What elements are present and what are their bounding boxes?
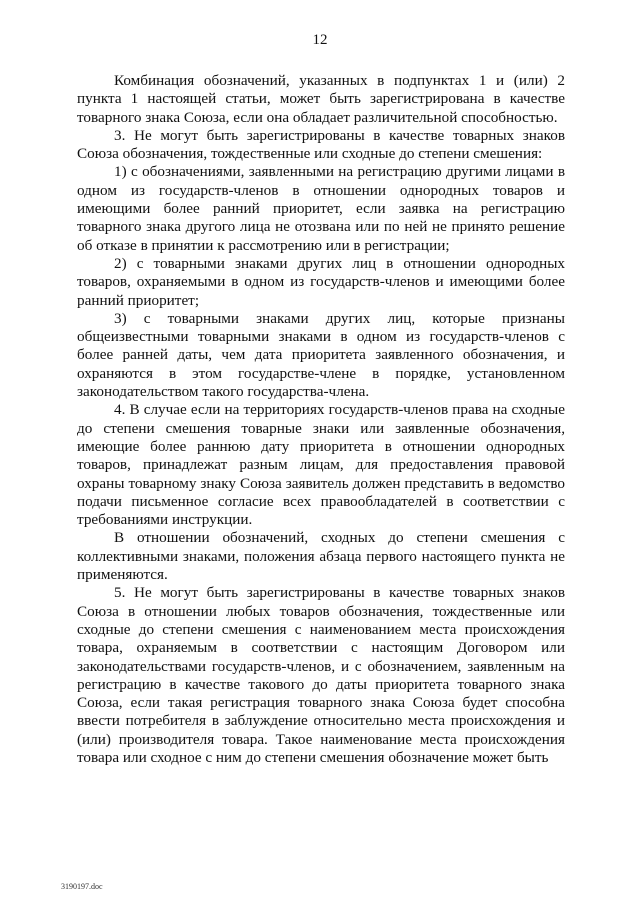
page-number: 12	[312, 32, 328, 48]
paragraph-3-item-1: 1) с обозначениями, заявленными на регистрацию другими лицами в одном из государств-членов в отношении однородных товаров и имеющими более ранний приоритет, если заявка на регистрацию товарного знака другого лица не отозвана или по ней не принято решение об отказе в принятии к рассмотрению или в регистрации;	[77, 163, 565, 254]
paragraph-combination: Комбинация обозначений, указанных в подпунктах 1 и (или) 2 пункта 1 настоящей статьи, может быть зарегистрирована в качестве товарного знака Союза, если она обладает различительной способностью.	[77, 72, 565, 126]
footer-filename: 3190197.doc	[61, 882, 103, 891]
paragraph-3-item-3: 3) с товарными знаками других лиц, которые признаны общеизвестными товарными знаками в одном из государств-членов с более ранней даты, чем дата приоритета заявленного обозначения, и охраняются в этом государстве-члене в порядке, установленном законодательством такого государства-члена.	[77, 309, 565, 401]
paragraph-5: 5. Не могут быть зарегистрированы в качестве товарных знаков Союза в отношении любых товаров обозначения, тождественные или сходные до степени смешения с наименованием места происхождения товара, охраняемым в соответствии с настоящим Договором или законодательствами государств-членов, и с обозначением, заявленным на регистрацию в качестве такового до даты приоритета товарного знака Союза, если такая регистрация товарного знака Союза будет способна ввести потребителя в заблуждение относительно места происхождения и (или) производителя товара. Такое наименование места происхождения товара или сходное с ним до степени смешения обозначение может быть	[77, 584, 565, 766]
paragraph-3-item-2: 2) с товарными знаками других лиц в отношении однородных товаров, охраняемыми в одном из государств-членов и имеющими более ранний приоритет;	[77, 254, 565, 309]
paragraph-4: 4. В случае если на территориях государств-членов права на сходные до степени смешения товарные знаки или заявленные обозначения, имеющие более раннюю дату приоритета в отношении однородных товаров, принадлежат разным лицам, для предоставления правовой охраны товарному знаку Союза заявитель должен представить в ведомство подачи письменное согласие всех правообладателей в соответствии с требованиями инструкции.	[77, 401, 565, 529]
paragraph-3-intro: 3. Не могут быть зарегистрированы в качестве товарных знаков Союза обозначения, тождественные или сходные до степени смешения:	[77, 126, 565, 163]
paragraph-4-collective-marks: В отношении обозначений, сходных до степени смешения с коллективными знаками, положения абзаца первого настоящего пункта не применяются.	[77, 529, 565, 584]
document-body	[77, 72, 565, 767]
